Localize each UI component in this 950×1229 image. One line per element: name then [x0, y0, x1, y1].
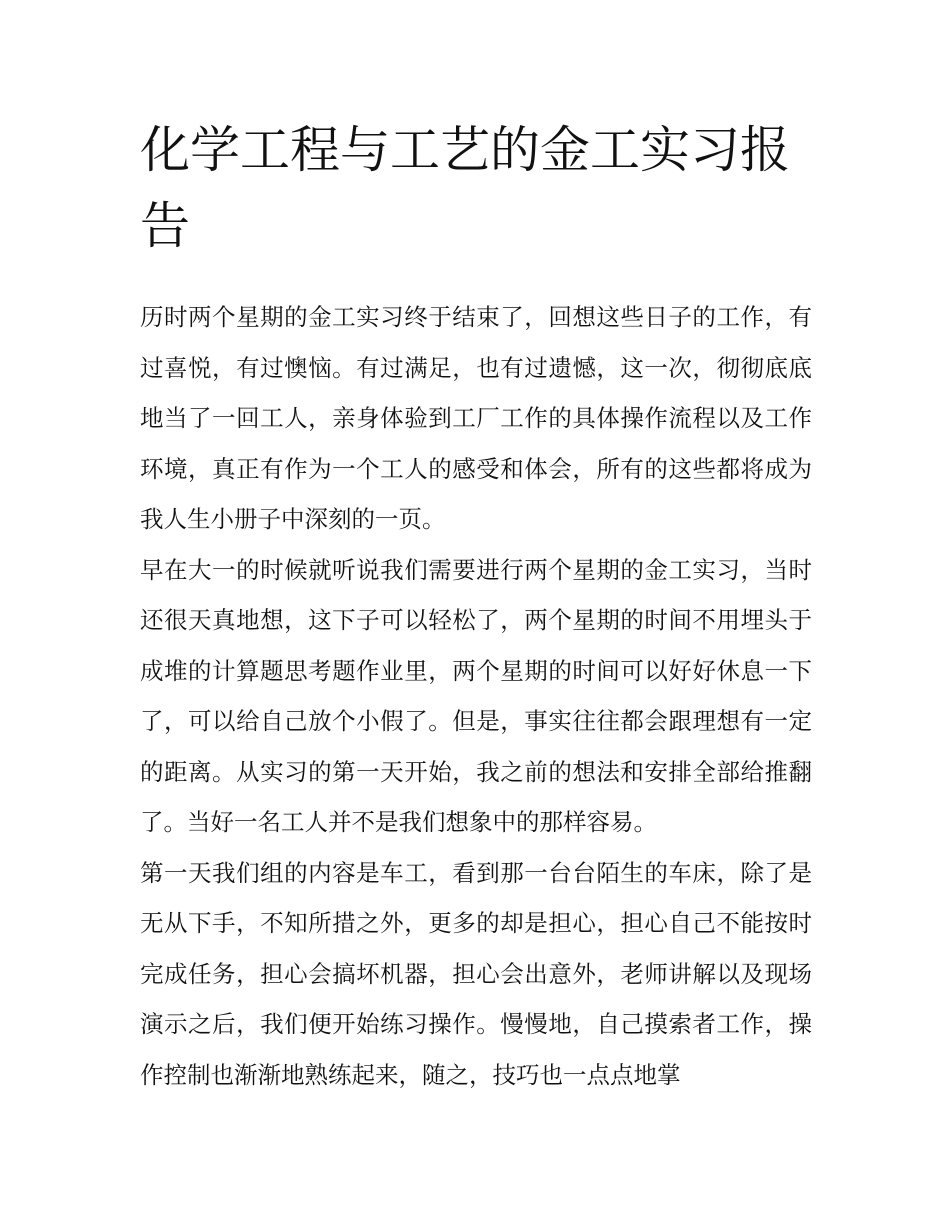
document-body: [140, 292, 812, 1100]
paragraph: 第一天我们组的内容是车工，看到那一台台陌生的车床，除了是无从下手，不知所措之外，更多的却是担心，担心自己不能按时完成任务，担心会搞坏机器，担心会出意外，老师讲解以及现场演示之后，我们便开始练习操作。慢慢地，自己摸索者工作，操作控制也渐渐地熟练起来，随之，技巧也一点点地掌: [140, 858, 812, 1089]
document-page: [140, 112, 812, 1100]
document-title: 化学工程与工艺的金工实习报告: [140, 121, 790, 255]
paragraph: 早在大一的时候就听说我们需要进行两个星期的金工实习，当时还很天真地想，这下子可以轻松了，两个星期的时间不用埋头于成堆的计算题思考题作业里，两个星期的时间可以好好休息一下了，可以给自己放个小假了。但是，事实往往都会跟理想有一定的距离。从实习的第一天开始，我之前的想法和安排全部给推翻了。当好一名工人并不是我们想象中的那样容易。: [140, 555, 812, 836]
paragraph: 历时两个星期的金工实习终于结束了，回想这些日子的工作，有过喜悦，有过懊恼。有过满足，也有过遗憾，这一次，彻彻底底地当了一回工人，亲身体验到工厂工作的具体操作流程以及工作环境，真正有作为一个工人的感受和体会，所有的这些都将成为我人生小册子中深刻的一页。: [140, 303, 812, 533]
